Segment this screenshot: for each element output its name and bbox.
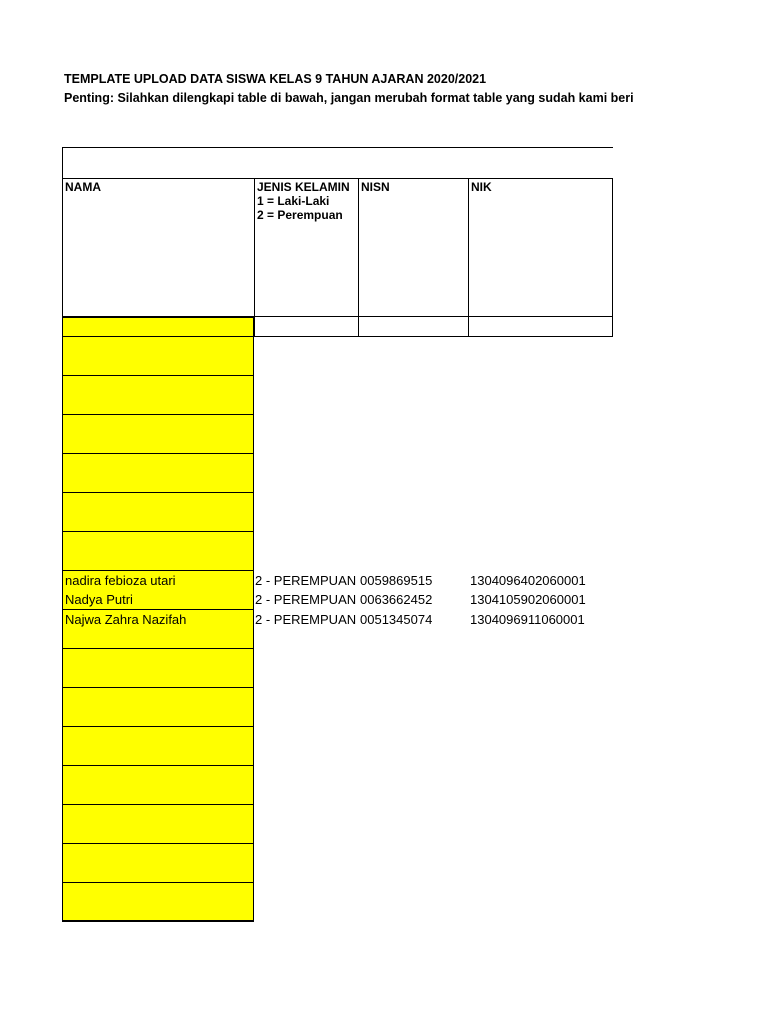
header-nisn-label: NISN <box>361 180 390 194</box>
header-nama-label: NAMA <box>65 180 101 194</box>
table-row-nama[interactable] <box>62 415 254 435</box>
table-row-nama[interactable] <box>62 707 254 727</box>
table-row-nik[interactable]: 1304096402060001 <box>470 573 586 588</box>
table-row-nisn[interactable]: 0051345074 <box>360 612 433 627</box>
table-row-nisn[interactable]: 0063662452 <box>360 592 433 607</box>
table-row-nama[interactable] <box>62 551 254 571</box>
table-row-nama[interactable] <box>62 902 254 922</box>
header-cell-nama <box>62 178 255 317</box>
header-cell-nik <box>468 178 613 317</box>
table-row-nama[interactable] <box>62 512 254 532</box>
table-row-nama[interactable] <box>62 883 254 903</box>
header-jenis-kelamin-option-2: 2 = Perempuan <box>257 208 343 222</box>
table-row-nama[interactable] <box>62 532 254 552</box>
table-row-nama[interactable] <box>62 376 254 396</box>
first-row-jk-cell[interactable] <box>254 317 359 337</box>
table-row-nama[interactable]: nadira febioza utari <box>62 571 254 591</box>
table-row-nik[interactable]: 1304096911060001 <box>470 612 585 627</box>
table-row-nama[interactable] <box>62 629 254 649</box>
header-cell-nisn <box>358 178 469 317</box>
header-nik-label: NIK <box>471 180 492 194</box>
table-row-nama[interactable] <box>62 727 254 747</box>
table-row-nama[interactable] <box>62 844 254 864</box>
first-row-nik-cell[interactable] <box>469 317 613 337</box>
table-row-jenis-kelamin[interactable]: 2 - PEREMPUAN <box>255 592 357 607</box>
table-row-nama[interactable] <box>62 863 254 883</box>
table-row-nama[interactable] <box>62 493 254 513</box>
header-jenis-kelamin-option-1: 1 = Laki-Laki <box>257 194 330 208</box>
table-row-nik[interactable]: 1304105902060001 <box>470 592 586 607</box>
table-row-nisn[interactable]: 0059869515 <box>360 573 433 588</box>
document-subtitle: Penting: Silahkan dilengkapi table di bawah, jangan merubah format table yang sudah kami beri <box>64 91 634 105</box>
table-row-jenis-kelamin[interactable]: 2 - PEREMPUAN <box>255 612 357 627</box>
table-row-nama[interactable] <box>62 317 254 337</box>
table-row-nama[interactable] <box>62 454 254 474</box>
table-row-nama[interactable] <box>62 649 254 669</box>
table-row-nama[interactable] <box>62 688 254 708</box>
table-row-nama[interactable] <box>62 337 254 357</box>
table-row-nama[interactable] <box>62 356 254 376</box>
document-title: TEMPLATE UPLOAD DATA SISWA KELAS 9 TAHUN AJARAN 2020/2021 <box>64 72 487 86</box>
table-row-nama[interactable] <box>62 434 254 454</box>
table-row-nama[interactable] <box>62 785 254 805</box>
header-jenis-kelamin-label: JENIS KELAMIN <box>257 180 350 194</box>
table-row-nama[interactable] <box>62 824 254 844</box>
table-row-jenis-kelamin[interactable]: 2 - PEREMPUAN <box>255 573 357 588</box>
first-row-nisn-cell[interactable] <box>359 317 469 337</box>
header-cell-jenis-kelamin <box>254 178 359 317</box>
table-row-nama[interactable] <box>62 766 254 786</box>
table-row-nama[interactable] <box>62 668 254 688</box>
table-row-nama[interactable] <box>62 746 254 766</box>
table-row-nama[interactable] <box>62 805 254 825</box>
table-row-nama[interactable]: Nadya Putri <box>62 590 254 610</box>
table-row-nama[interactable] <box>62 473 254 493</box>
table-row-nama[interactable]: Najwa Zahra Nazifah <box>62 610 254 630</box>
table-top-border <box>62 147 613 178</box>
table-row-nama[interactable] <box>62 395 254 415</box>
